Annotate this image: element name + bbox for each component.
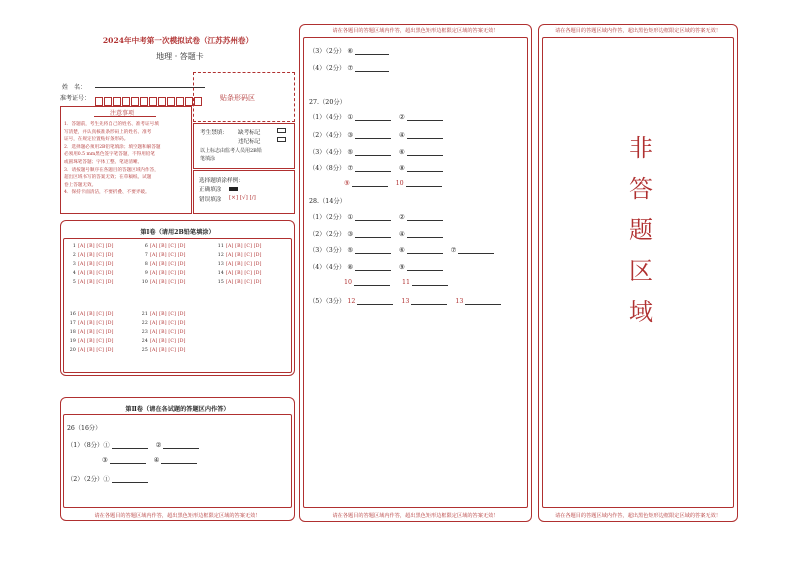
choice-row[interactable]: 19 [A] [B] [C] [D]: [69, 339, 114, 344]
blank-marker: 10: [344, 279, 353, 286]
choice-group-1[interactable]: [66, 242, 114, 287]
blank-marker: ⑥: [347, 48, 354, 55]
answer-blank[interactable]: [354, 280, 390, 286]
choice-row[interactable]: 5 [A] [B] [C] [D]: [72, 280, 114, 285]
q27-row-1[interactable]: [309, 112, 445, 121]
blank-marker: 13: [401, 298, 410, 305]
blank-marker: ②: [155, 442, 162, 449]
choice-row[interactable]: 14 [A] [B] [C] [D]: [217, 271, 262, 276]
q28-row-4[interactable]: [309, 262, 445, 271]
answer-blank[interactable]: [406, 181, 442, 187]
choice-row[interactable]: 22 [A] [B] [C] [D]: [141, 321, 186, 326]
blank-marker: ⑧: [399, 165, 405, 172]
blank-marker: ⑨: [344, 180, 350, 187]
part-label: （2）（2分）: [309, 231, 346, 238]
choice-row[interactable]: 21 [A] [B] [C] [D]: [141, 312, 186, 317]
answer-blank[interactable]: [110, 458, 146, 464]
blank-marker: ②: [399, 114, 405, 121]
answer-blank[interactable]: [357, 299, 393, 305]
flags-note: 以上标志由监考人员用2B铅 笔填涂: [200, 148, 262, 162]
answer-blank[interactable]: [112, 477, 148, 483]
answer-blank[interactable]: [465, 299, 501, 305]
q28-row-5[interactable]: [344, 279, 450, 286]
part-label: （1）（4分）: [309, 114, 346, 121]
exam-flags-label: 考生禁填：: [200, 130, 228, 136]
part-label: （1）（2分）: [309, 214, 346, 221]
part-label: （2）（4分）: [309, 132, 346, 139]
absent-label: 缺考标记: [238, 130, 261, 136]
q28-row-6[interactable]: [309, 296, 503, 305]
q28-row-2[interactable]: [309, 229, 445, 238]
notes-title: 注意事项: [110, 110, 135, 117]
absent-checkbox[interactable]: [277, 128, 286, 133]
blank-marker: ③: [347, 231, 354, 238]
answer-blank[interactable]: [355, 265, 391, 271]
page-title: 2024年中考第一次模拟试卷（江苏苏州卷）: [102, 36, 254, 45]
part-label: （4）（2分）: [309, 65, 346, 72]
q26-part3-row[interactable]: [309, 46, 391, 55]
blank-marker: ④: [153, 457, 160, 464]
choice-group-3[interactable]: [214, 242, 262, 287]
blank-marker: ④: [399, 231, 405, 238]
q27-row-5[interactable]: [344, 180, 444, 187]
part-label: （5）（3分）: [309, 298, 346, 305]
answer-blank[interactable]: [407, 115, 443, 121]
blank-marker: ⑦: [347, 65, 354, 72]
barcode-label: 贴条形码区: [220, 94, 255, 102]
blank-marker: ⑨: [399, 264, 405, 271]
answer-blank[interactable]: [407, 133, 443, 139]
choice-row[interactable]: 17 [A] [B] [C] [D]: [69, 321, 114, 326]
q26-label: 26（16分）: [67, 425, 102, 432]
choice-row[interactable]: 7 [A] [B] [C] [D]: [144, 253, 186, 258]
q26-row-1[interactable]: [67, 440, 201, 449]
blank-marker: ⑦: [347, 165, 354, 172]
answer-blank[interactable]: [355, 115, 391, 121]
choice-row[interactable]: 25 [A] [B] [C] [D]: [141, 348, 186, 353]
answer-blank[interactable]: [355, 248, 391, 254]
page-subtitle: 地理 · 答题卡: [156, 52, 204, 61]
section1-title: 第Ⅰ卷（请用2B铅笔填涂）: [140, 229, 215, 236]
choice-group-4[interactable]: [66, 310, 114, 355]
q26-row-2[interactable]: [102, 457, 199, 464]
wrong-fill-marks: [×] [√] [/]: [229, 195, 256, 201]
choice-row[interactable]: 12 [A] [B] [C] [D]: [217, 253, 262, 258]
blank-marker: 11: [402, 279, 411, 286]
answer-blank[interactable]: [355, 232, 391, 238]
answer-blank[interactable]: [355, 150, 391, 156]
blank-marker: ②: [399, 214, 405, 221]
notice-col3-bottom: 请在各题目的答题区域内作答，超出黑色矩形边框限定区域的答案无效！: [554, 513, 721, 519]
choice-row[interactable]: 11 [A] [B] [C] [D]: [217, 244, 262, 249]
notice-col2-top: 请在各题目的答题区域内作答，超出黑色矩形边框限定区域的答案无效！: [332, 28, 499, 34]
answer-blank[interactable]: [407, 265, 443, 271]
choice-row[interactable]: 10 [A] [B] [C] [D]: [141, 280, 186, 285]
choice-row[interactable]: 20 [A] [B] [C] [D]: [69, 348, 114, 353]
answer-blank[interactable]: [407, 248, 443, 254]
q28-row-3[interactable]: [309, 245, 496, 254]
answer-blank[interactable]: [355, 49, 389, 55]
blank-marker: ⑤: [347, 247, 354, 254]
col2-answer-area[interactable]: [303, 37, 528, 508]
q26-part2-label: （2）（2分）①: [67, 476, 110, 483]
id-label: 准考证号：: [60, 95, 91, 102]
blank-marker: ①: [347, 214, 354, 221]
name-label: 姓 名：: [62, 84, 87, 91]
answer-blank[interactable]: [412, 280, 448, 286]
notice-col3-top: 请在各题目的答题区域内作答，超出黑色矩形边框限定区域的答案无效！: [554, 28, 721, 34]
part-label: （4）（8分）: [309, 165, 346, 172]
non-answer-area-label: 非 答 题 区 域: [629, 134, 653, 326]
answer-blank[interactable]: [355, 166, 391, 172]
choice-row[interactable]: 23 [A] [B] [C] [D]: [141, 330, 186, 335]
part-label: （3）（4分）: [309, 149, 346, 156]
answer-blank[interactable]: [407, 166, 443, 172]
blank-marker: ⑧: [347, 264, 354, 271]
section2-title: 第Ⅱ卷（请在各试题的答题区内作答）: [125, 406, 230, 413]
blank-marker: 12: [347, 298, 356, 305]
q26-part4-row[interactable]: [309, 63, 391, 72]
notes-list: 1．答题前，考生先将自己的姓名、准考证号填 写清楚，并认真核准条形码上的姓名、准考 证号，在规定位置贴好条形码。 2．选择题必须用2B铅笔填涂；填空题和解答题 必须用0.5 mm黑色签字笔答题，不得用铅笔 或圆珠笔答题；字体工整、笔迹清晰。 3．请按题号顺序在各题目的答题区域内作答， 超出区域书写的答案无效；在草稿纸、试题 卷上答题无效。 4．保持卡面清洁，不要折叠、不要弄破。: [64, 122, 161, 196]
q26-row-3[interactable]: [67, 474, 150, 483]
choice-group-5[interactable]: [138, 310, 186, 355]
answer-blank[interactable]: [355, 66, 389, 72]
part-label: （3）（2分）: [309, 48, 346, 55]
choice-row[interactable]: 16 [A] [B] [C] [D]: [69, 312, 114, 317]
q28-label: 28.（14分）: [309, 198, 346, 205]
q27-row-3[interactable]: [309, 147, 445, 156]
q27-label: 27.（20分）: [309, 99, 346, 106]
correct-fill-mark: [229, 187, 238, 191]
part-label: （4）（4分）: [309, 264, 346, 271]
answer-blank[interactable]: [458, 248, 494, 254]
choice-row[interactable]: 9 [A] [B] [C] [D]: [144, 271, 186, 276]
blank-marker: 10: [395, 180, 404, 187]
q27-row-2[interactable]: [309, 130, 445, 139]
choice-group-2[interactable]: [138, 242, 186, 287]
answer-blank[interactable]: [112, 443, 148, 449]
answer-blank[interactable]: [411, 299, 447, 305]
blank-marker: ①: [347, 114, 354, 121]
choice-row[interactable]: 15 [A] [B] [C] [D]: [217, 280, 262, 285]
blank-marker: ⑤: [347, 149, 354, 156]
blank-marker: ④: [399, 132, 405, 139]
part-label: （3）（3分）: [309, 247, 346, 254]
choice-row[interactable]: 18 [A] [B] [C] [D]: [69, 330, 114, 335]
choice-row[interactable]: 6 [A] [B] [C] [D]: [144, 244, 186, 249]
blank-marker: ⑥: [399, 247, 405, 254]
choice-row[interactable]: 8 [A] [B] [C] [D]: [144, 262, 186, 267]
choice-row[interactable]: 4 [A] [B] [C] [D]: [72, 271, 114, 276]
notice-col1: 请在各题目的答题区域内作答，超出黑色矩形边框限定区域的答案无效！: [94, 513, 261, 519]
answer-blank[interactable]: [161, 458, 197, 464]
blank-marker: ⑥: [399, 149, 405, 156]
violation-checkbox[interactable]: [277, 137, 286, 142]
choice-row[interactable]: 2 [A] [B] [C] [D]: [72, 253, 114, 258]
answer-blank[interactable]: [355, 215, 391, 221]
blank-marker: 13: [455, 298, 464, 305]
answer-blank[interactable]: [352, 181, 388, 187]
name-field[interactable]: [95, 82, 205, 88]
choice-row[interactable]: 1 [A] [B] [C] [D]: [72, 244, 114, 249]
choice-row[interactable]: 13 [A] [B] [C] [D]: [217, 262, 262, 267]
wrong-fill-label: 错误填涂: [199, 197, 222, 203]
choice-row[interactable]: 24 [A] [B] [C] [D]: [141, 339, 186, 344]
q28-row-1[interactable]: [309, 212, 445, 221]
answer-blank[interactable]: [355, 133, 391, 139]
answer-blank[interactable]: [407, 150, 443, 156]
q26-part1-label: （1）（8分）①: [67, 442, 110, 449]
blank-marker: ③: [102, 457, 108, 464]
fill-sample-title: 选择题填涂样例：: [199, 178, 244, 184]
q27-row-4[interactable]: [309, 163, 445, 172]
choice-row[interactable]: 3 [A] [B] [C] [D]: [72, 262, 114, 267]
correct-fill-label: 正确填涂: [199, 187, 222, 193]
blank-marker: ③: [347, 132, 354, 139]
answer-blank[interactable]: [163, 443, 199, 449]
violation-label: 违纪标记: [238, 139, 261, 145]
blank-marker: ⑦: [450, 247, 457, 254]
answer-blank[interactable]: [407, 232, 443, 238]
answer-blank[interactable]: [407, 215, 443, 221]
notes-title-underline: [94, 116, 156, 117]
notice-col2-bottom: 请在各题目的答题区域内作答，超出黑色矩形边框限定区域的答案无效！: [332, 513, 499, 519]
